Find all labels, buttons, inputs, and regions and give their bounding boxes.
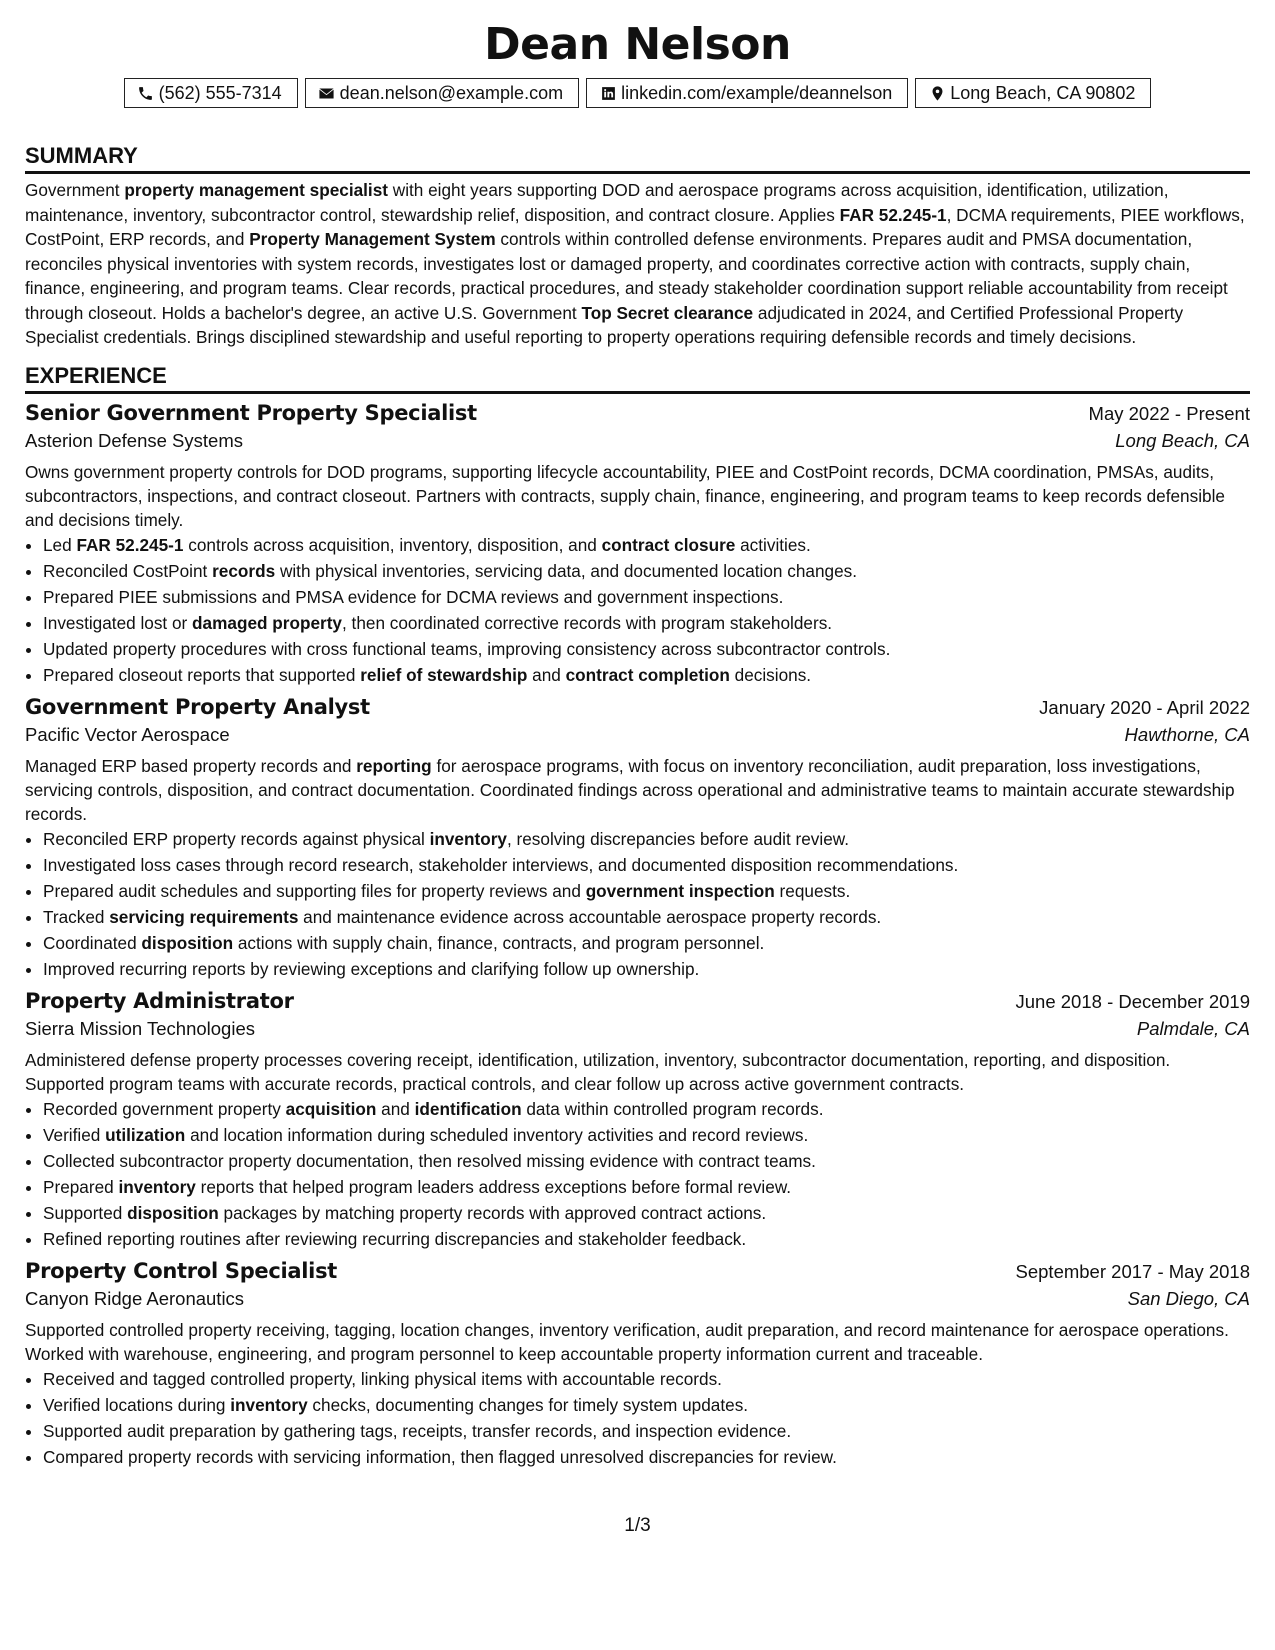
text-run: Administered defense property processes covering receipt, identification, utilization, inventory, subcontractor documentation, reporting, and disposition. Supported program teams with accurate records, practical controls, and clear follow up across active government contracts. — [25, 1049, 1171, 1094]
text-run: actions with supply chain, finance, contracts, and program personnel. — [233, 932, 765, 953]
bullet-item — [43, 610, 1250, 636]
bullet-item — [43, 1226, 1250, 1252]
bold-text: utilization — [105, 1124, 186, 1145]
bullet-item — [43, 636, 1250, 662]
text-run: controls across acquisition, inventory, disposition, and — [183, 534, 602, 555]
job-entry — [25, 695, 1250, 982]
text-run: Led — [43, 534, 77, 555]
job-description — [25, 1318, 1250, 1366]
text-run: with physical inventories, servicing data, and documented location changes. — [275, 560, 858, 581]
bullet-item — [43, 878, 1250, 904]
job-dates: June 2018 - December 2019 — [1015, 990, 1250, 1012]
candidate-name: Dean Nelson — [484, 19, 791, 70]
bullet-item — [43, 1174, 1250, 1200]
job-title: Government Property Analyst — [25, 694, 370, 719]
text-run: reports that helped program leaders address exceptions before formal review. — [195, 1176, 792, 1197]
text-run: , resolving discrepancies before audit review. — [506, 828, 849, 849]
contact-linkedin[interactable] — [586, 78, 908, 108]
bold-text: inventory — [230, 1394, 308, 1415]
text-run: with eight years supporting DOD and aerospace programs across acquisition, identification, utilization, maintenance, inventory, subcontractor control, stewardship relief, disposition, and contract closure. Applies — [25, 180, 1169, 225]
job-location: Palmdale, CA — [1136, 1017, 1250, 1039]
text-run: Refined reporting routines after reviewing recurring discrepancies and stakeholder feedback. — [43, 1228, 747, 1249]
bold-text: disposition — [127, 1202, 219, 1223]
job-location: Hawthorne, CA — [1124, 723, 1250, 745]
job-dates: May 2022 - Present — [1088, 402, 1250, 424]
text-run: requests. — [774, 880, 851, 901]
text-run: Prepared PIEE submissions and PMSA evidence for DCMA reviews and government inspections. — [43, 586, 784, 607]
linkedin-text: linkedin.com/example/deannelson — [621, 83, 893, 103]
phone-icon — [137, 84, 155, 102]
text-run: decisions. — [729, 664, 812, 685]
bold-text: reporting — [356, 755, 432, 776]
bold-text: FAR 52.245-1 — [76, 534, 184, 555]
job-bullets — [25, 1096, 1250, 1252]
text-run: Prepared audit schedules and supporting files for property reviews and — [43, 880, 586, 901]
text-run: Investigated loss cases through record research, stakeholder interviews, and documented disposition recommendations. — [43, 854, 959, 875]
job-description — [25, 1048, 1250, 1096]
job-dates: January 2020 - April 2022 — [1039, 696, 1250, 718]
resume-page — [25, 18, 1250, 1470]
job-entry — [25, 989, 1250, 1252]
bullet-item — [43, 1418, 1250, 1444]
text-run: Collected subcontractor property documentation, then resolved missing evidence with contract teams. — [43, 1150, 816, 1171]
job-description — [25, 754, 1250, 826]
bold-text: property management specialist — [124, 180, 388, 200]
job-dates: September 2017 - May 2018 — [1015, 1260, 1250, 1282]
text-run: Coordinated — [43, 932, 142, 953]
text-run: checks, documenting changes for timely system updates. — [307, 1394, 749, 1415]
bold-text: acquisition — [285, 1098, 377, 1119]
bold-text: FAR 52.245-1 — [839, 204, 947, 225]
text-run: Improved recurring reports by reviewing exceptions and clarifying follow up ownership. — [43, 958, 700, 979]
text-run: , DCMA requirements, PIEE workflows, CostPoint, ERP records, and — [25, 204, 1245, 249]
location-text: Long Beach, CA 90802 — [950, 83, 1136, 103]
summary-heading: SUMMARY — [25, 142, 1250, 174]
job-entry — [25, 401, 1250, 688]
text-run: adjudicated in 2024, and Certified Professional Property Specialist credentials. Brings disciplined stewardship and useful reporting to property operations requiring defensible records and timely decisions. — [25, 302, 1184, 347]
bold-text: contract closure — [601, 534, 736, 555]
text-run: controls within controlled defense environments. Prepares audit and PMSA documentation, reconciles physical inventories with system records, investigates lost or damaged property, and coordinates corrective action with contracts, supply chain, finance, engineering, and program teams. Clear records, practical procedures, and steady stakeholder coordination support reliable accountability from receipt through closeout. Holds a bachelor's degree, an active U.S. Government — [25, 229, 1228, 323]
text-run: Supported controlled property receiving, tagging, location changes, inventory verification, audit preparation, and record maintenance for aerospace operations. Worked with warehouse, engineering, and program personnel to keep accountable property information current and traceable. — [25, 1319, 1229, 1364]
text-run: Verified — [43, 1124, 106, 1145]
job-description — [25, 460, 1250, 532]
bold-text: identification — [414, 1098, 522, 1119]
bullet-item — [43, 662, 1250, 688]
job-title: Senior Government Property Specialist — [25, 400, 477, 425]
bullet-item — [43, 1392, 1250, 1418]
bullet-item — [43, 584, 1250, 610]
bullet-item — [43, 852, 1250, 878]
bullet-item — [43, 1200, 1250, 1226]
summary-section — [25, 142, 1250, 350]
contact-row — [25, 78, 1250, 108]
experience-heading: EXPERIENCE — [25, 362, 1250, 394]
text-run: Investigated lost or — [43, 612, 193, 633]
job-location: San Diego, CA — [1127, 1287, 1250, 1309]
bold-text: servicing requirements — [109, 906, 299, 927]
job-location: Long Beach, CA — [1115, 429, 1250, 451]
job-title: Property Control Specialist — [25, 1258, 338, 1283]
summary-paragraph — [25, 178, 1250, 350]
bullet-item — [43, 558, 1250, 584]
text-run: and location information during scheduled inventory activities and record reviews. — [185, 1124, 809, 1145]
bullet-item — [43, 1444, 1250, 1470]
job-bullets — [25, 826, 1250, 982]
page-number: 1/3 — [624, 1515, 651, 1536]
text-run: Tracked — [43, 906, 110, 927]
text-run: , then coordinated corrective records with program stakeholders. — [342, 612, 833, 633]
text-run: Received and tagged controlled property, linking physical items with accountable records. — [43, 1368, 722, 1389]
text-run: Owns government property controls for DOD programs, supporting lifecycle accountability, PIEE and CostPoint records, DCMA coordination, PMSAs, audits, subcontractors, inspections, and contract closeout. Partners with contracts, supply chain, finance, engineering, and program teams to keep records defensible and decisions timely. — [25, 461, 1225, 530]
text-run: Supported audit preparation by gathering tags, receipts, transfer records, and inspection evidence. — [43, 1420, 792, 1441]
contact-phone[interactable] — [124, 78, 298, 108]
bullet-item — [43, 826, 1250, 852]
text-run: Compared property records with servicing information, then flagged unresolved discrepancies for review. — [43, 1446, 837, 1467]
company-name: Sierra Mission Technologies — [25, 1017, 255, 1039]
bold-text: records — [212, 560, 276, 581]
bullet-item — [43, 904, 1250, 930]
email-text: dean.nelson@example.com — [339, 83, 564, 103]
job-bullets — [25, 1366, 1250, 1470]
company-name: Asterion Defense Systems — [25, 429, 243, 451]
text-run: Updated property procedures with cross functional teams, improving consistency across subcontractor controls. — [43, 638, 891, 659]
bold-text: damaged property — [192, 612, 342, 633]
text-run: Government — [25, 180, 125, 200]
envelope-icon — [318, 84, 336, 102]
linkedin-icon — [599, 84, 617, 102]
text-run: Recorded government property — [43, 1098, 286, 1119]
bold-text: inventory — [429, 828, 507, 849]
bullet-item — [43, 956, 1250, 982]
text-run: Prepared — [43, 1176, 119, 1197]
job-entry — [25, 1259, 1250, 1470]
bold-text: Top Secret clearance — [581, 302, 754, 323]
company-name: Pacific Vector Aerospace — [25, 723, 230, 745]
text-run: Reconciled CostPoint — [43, 560, 213, 581]
contact-email[interactable] — [305, 78, 579, 108]
experience-section — [25, 362, 1250, 1470]
phone-text: (562) 555-7314 — [158, 83, 282, 103]
text-run: Verified locations during — [43, 1394, 231, 1415]
bullet-item — [43, 1366, 1250, 1392]
text-run: data within controlled program records. — [521, 1098, 824, 1119]
text-run: Reconciled ERP property records against physical — [43, 828, 430, 849]
bold-text: disposition — [141, 932, 234, 953]
text-run: and — [527, 664, 566, 685]
text-run: Managed ERP based property records and — [25, 755, 357, 776]
text-run: activities. — [735, 534, 811, 555]
bullet-item — [43, 1148, 1250, 1174]
bullet-item — [43, 1096, 1250, 1122]
bold-text: government inspection — [585, 880, 775, 901]
text-run: for aerospace programs, with focus on inventory reconciliation, audit preparation, loss investigations, servicing controls, disposition, and contract documentation. Coordinated findings across operational and administrative teams to maintain accurate stewardship records. — [25, 755, 1235, 824]
bullet-item — [43, 1122, 1250, 1148]
job-bullets — [25, 532, 1250, 688]
text-run: packages by matching property records with approved contract actions. — [218, 1202, 767, 1223]
bullet-item — [43, 532, 1250, 558]
text-run: Prepared closeout reports that supported — [43, 664, 361, 685]
job-title: Property Administrator — [25, 988, 294, 1013]
text-run: and — [376, 1098, 415, 1119]
bullet-item — [43, 930, 1250, 956]
company-name: Canyon Ridge Aeronautics — [25, 1287, 245, 1309]
bold-text: contract completion — [565, 664, 730, 685]
text-run: Supported — [43, 1202, 128, 1223]
bold-text: inventory — [118, 1176, 196, 1197]
map-pin-icon — [928, 84, 946, 102]
text-run: and maintenance evidence across accountable aerospace property records. — [298, 906, 882, 927]
contact-location[interactable] — [915, 78, 1151, 108]
bold-text: Property Management System — [249, 229, 496, 249]
bold-text: relief of stewardship — [360, 664, 528, 685]
